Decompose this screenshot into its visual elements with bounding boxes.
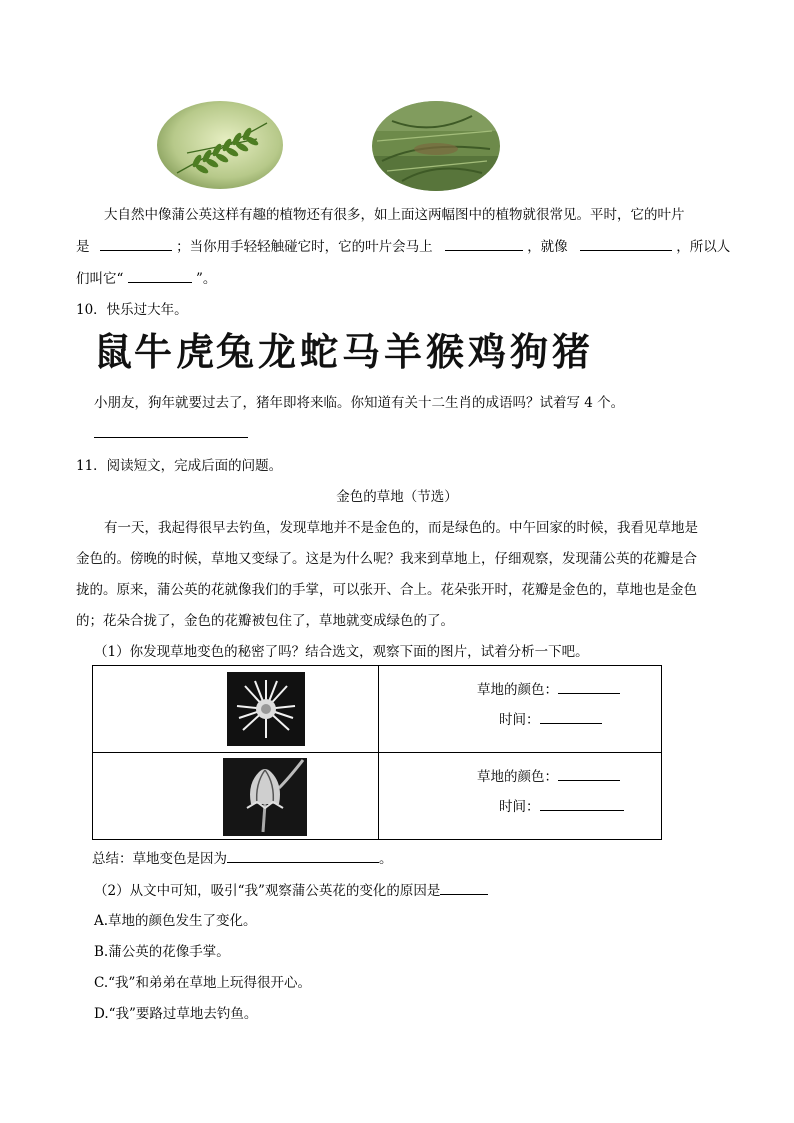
sub-question-1: （1）你发现草地变色的秘密了吗？结合选文，观察下面的图片，试着分析一下吧。 (94, 644, 589, 660)
option-b[interactable]: B.蒲公英的花像手掌。 (94, 944, 230, 960)
q9-text: 们叫它“ (76, 271, 124, 287)
zodiac-char: 鸡 (468, 330, 507, 374)
sub-question-2 (94, 880, 736, 901)
closed-dandelion-photo (223, 758, 307, 836)
answer-blank[interactable] (227, 848, 379, 863)
zodiac-char: 兔 (216, 330, 255, 374)
summary-line (92, 848, 734, 869)
zodiac-char: 蛇 (300, 330, 339, 374)
answer-blank[interactable] (558, 679, 620, 694)
answer-cell (379, 753, 662, 840)
zodiac-char: 龙 (258, 330, 297, 374)
story-line: 拢的。原来，蒲公英的花就像我们的手掌，可以张开、合上。花朵张开时，花瓣是金色的，草地也是金色 (76, 582, 697, 598)
story-line: 金色的。傍晚的时候，草地又变绿了。这是为什么呢？我来到草地上，仔细观察，发现蒲公英的花瓣是合 (76, 551, 697, 567)
q10-answer-line[interactable] (94, 437, 248, 438)
image-cell (93, 753, 379, 840)
q9-text: ，所以人 (676, 239, 731, 255)
q10-text: 小朋友，狗年就要过去了，猪年即将来临。你知道有关十二生肖的成语吗？试着写 4 个。 (94, 395, 625, 411)
sub-question-2-text: （2）从文中可知，吸引“我”观察蒲公英花的变化的原因是 (94, 883, 441, 899)
time-label: 时间： (499, 712, 540, 728)
q9-text: ，就像 (527, 239, 568, 255)
zodiac-char: 牛 (134, 330, 173, 374)
story-line: 有一天，我起得很早去钓鱼，发现草地并不是金色的，而是绿色的。中午回家的时候，我看见草地是 (104, 520, 698, 536)
mimosa-plant-photo (372, 101, 500, 191)
answer-blank[interactable] (128, 268, 192, 283)
table-row (93, 666, 662, 753)
zodiac-char: 羊 (384, 330, 423, 374)
grass-color-label: 草地的颜色： (477, 769, 558, 785)
story-title: 金色的草地（节选） (336, 489, 458, 505)
zodiac-char: 虎 (176, 330, 215, 374)
mimosa-leaf-photo (157, 101, 283, 189)
image-cell (93, 666, 379, 753)
option-c[interactable]: C.“我”和弟弟在草地上玩得很开心。 (94, 975, 311, 991)
zodiac-char: 鼠 (94, 330, 133, 374)
zodiac-char: 猴 (426, 330, 465, 374)
open-dandelion-photo (227, 672, 305, 746)
summary-suffix: 。 (379, 851, 393, 867)
story-line: 的；花朵合拢了，金色的花瓣被包住了，草地就变成绿色的了。 (76, 613, 454, 629)
answer-blank[interactable] (440, 880, 488, 895)
q9-text: ；当你用手轻轻触碰它时，它的叶片会马上 (176, 239, 433, 255)
answer-blank[interactable] (540, 796, 624, 811)
answer-blank[interactable] (558, 766, 620, 781)
answer-blank[interactable] (580, 236, 672, 251)
zodiac-char: 狗 (510, 330, 549, 374)
option-a[interactable]: A.草地的颜色发生了变化。 (94, 913, 257, 929)
q11-title: 11．阅读短文，完成后面的问题。 (76, 458, 283, 474)
answer-blank[interactable] (100, 236, 172, 251)
q9-line-1: 大自然中像蒲公英这样有趣的植物还有很多，如上面这两幅图中的植物就很常见。平时，它的叶片 (104, 207, 685, 223)
q9-text: ”。 (196, 271, 217, 287)
zodiac-char: 猪 (552, 330, 591, 374)
answer-blank[interactable] (540, 709, 602, 724)
q9-text: 是 (76, 239, 90, 255)
grass-color-label: 草地的颜色： (477, 682, 558, 698)
q10-title: 10．快乐过大年。 (76, 302, 188, 318)
summary-prefix: 总结：草地变色是因为 (92, 851, 227, 867)
table-row (93, 753, 662, 840)
zodiac-char: 马 (342, 330, 381, 374)
answer-cell (379, 666, 662, 753)
time-label: 时间： (499, 799, 540, 815)
q9-line-3 (76, 268, 718, 289)
option-d[interactable]: D.“我”要路过草地去钓鱼。 (94, 1006, 258, 1022)
q9-line-2 (76, 236, 731, 257)
observation-table (92, 665, 662, 840)
answer-blank[interactable] (445, 236, 523, 251)
